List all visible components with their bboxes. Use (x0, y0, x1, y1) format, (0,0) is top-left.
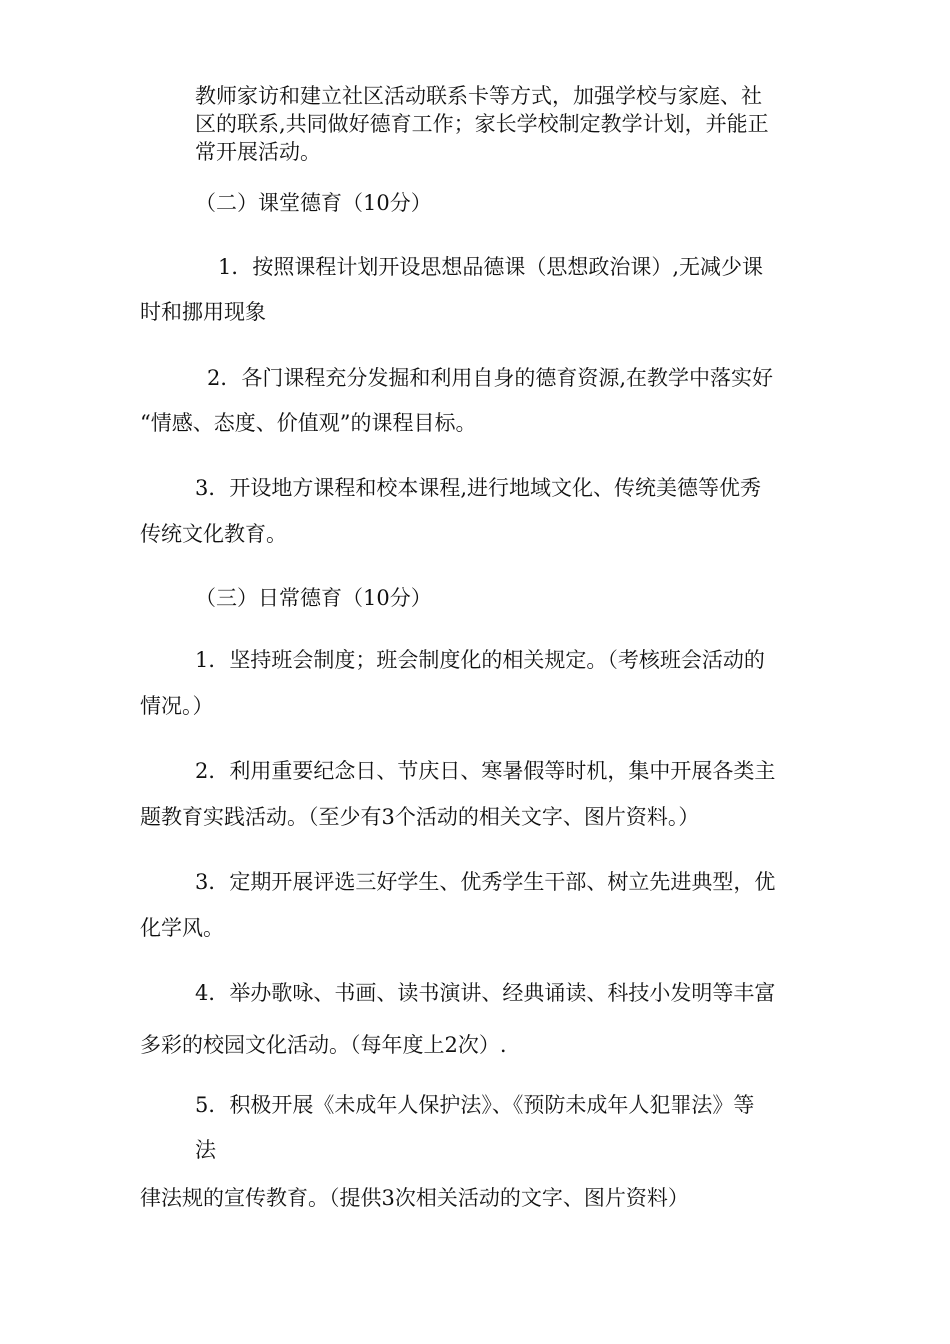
section-3-item-5-line-2: 法 (195, 1138, 216, 1162)
section-3-heading: （三）日常德育（10分） (195, 586, 432, 610)
section-2-item-2-line-2: “情感、态度、价值观”的课程目标。 (140, 411, 477, 435)
section-2-item-3-line-2: 传统文化教育。 (140, 522, 287, 546)
section-2-item-2-line-1: 2．各门课程充分发掘和利用自身的德育资源,在教学中落实好 (207, 366, 774, 390)
intro-line-3: 常开展活动。 (195, 140, 321, 164)
section-3-item-2-line-2: 题教育实践活动。（至少有3个活动的相关文字、图片资料。） (140, 805, 700, 829)
section-3-item-2-line-1: 2．利用重要纪念日、节庆日、寒暑假等时机，集中开展各类主 (195, 759, 776, 783)
section-3-item-3-line-2: 化学风。 (140, 916, 224, 940)
section-3-item-3-line-1: 3．定期开展评选三好学生、优秀学生干部、树立先进典型，优 (195, 870, 776, 894)
section-3-item-5-line-1: 5．积极开展《未成年人保护法》、《预防未成年人犯罪法》等 (195, 1093, 755, 1117)
section-3-item-4-line-2: 多彩的校园文化活动。（每年度上2次）. (140, 1033, 507, 1057)
intro-line-1: 教师家访和建立社区活动联系卡等方式，加强学校与家庭、社 (195, 84, 762, 108)
section-3-item-5-line-3: 律法规的宣传教育。（提供3次相关活动的文字、图片资料） (140, 1186, 689, 1210)
section-3-item-1-line-1: 1．坚持班会制度；班会制度化的相关规定。（考核班会活动的 (195, 648, 765, 672)
intro-line-2: 区的联系,共同做好德育工作；家长学校制定教学计划，并能正 (195, 112, 769, 136)
section-2-item-1-line-1: 1．按照课程计划开设思想品德课（思想政治课）,无减少课 (218, 255, 764, 279)
section-3-item-1-line-2: 情况。） (140, 694, 214, 718)
section-2-item-3-line-1: 3．开设地方课程和校本课程,进行地域文化、传统美德等优秀 (195, 476, 762, 500)
section-2-heading: （二）课堂德育（10分） (195, 191, 432, 215)
section-2-item-1-line-2: 时和挪用现象 (140, 300, 266, 324)
section-3-item-4-line-1: 4．举办歌咏、书画、读书演讲、经典诵读、科技小发明等丰富 (195, 981, 776, 1005)
